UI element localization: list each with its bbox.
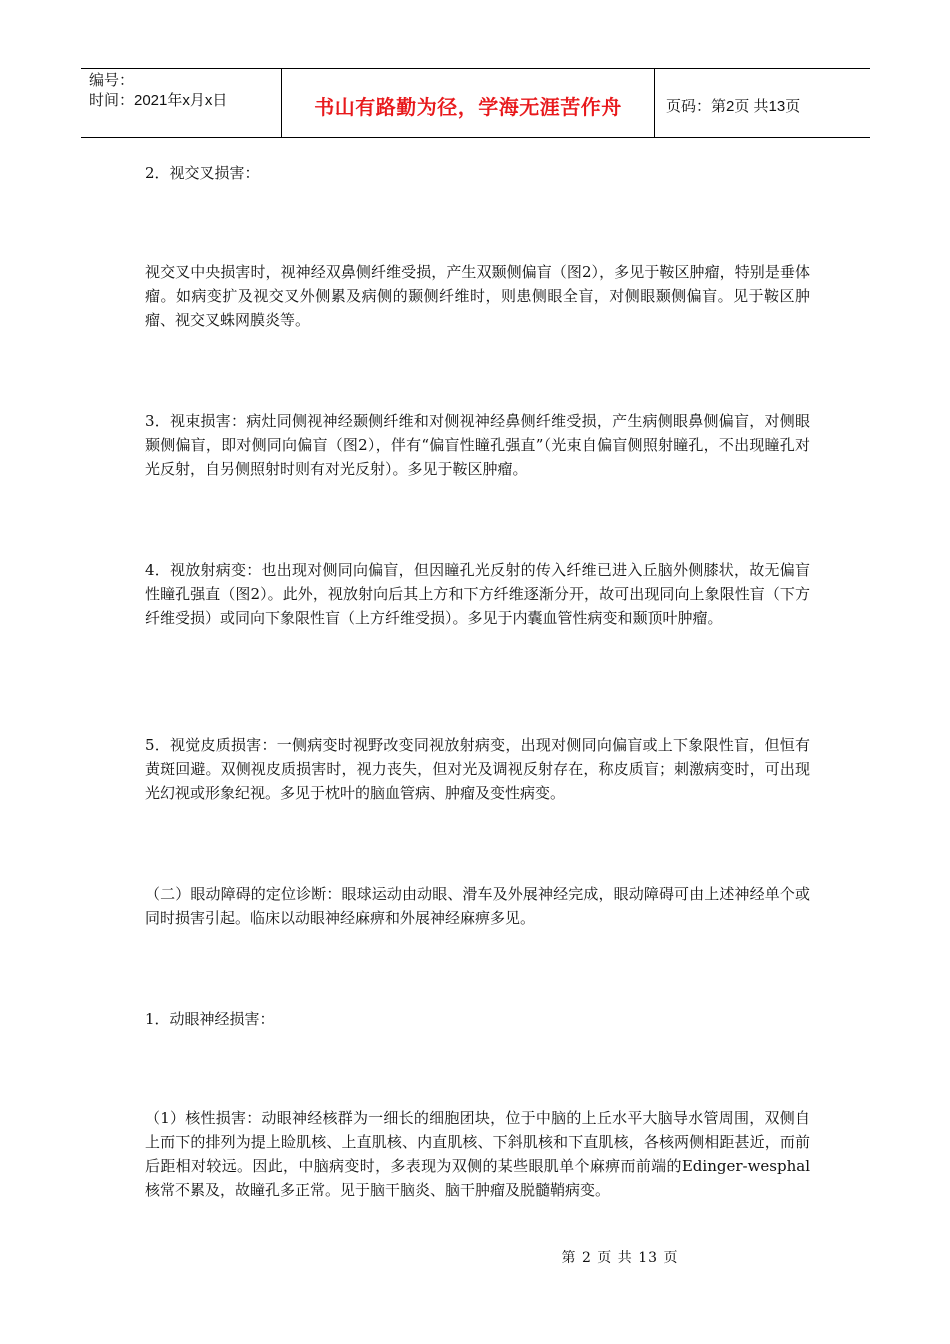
section-heading: 2．视交叉损害： xyxy=(145,164,260,182)
body-paragraph: 5．视觉皮质损害：一侧病变时视野改变同视放射病变，出现对侧同向偏盲或上下象限性盲，但恒有黄斑回避。双侧视皮质损害时，视力丧失，但对光及调视反射存在，称皮质盲；刺激病变时，可出现光幻视或形象纪视。多见于枕叶的脑血管病、肿瘤及变性病变。 xyxy=(145,736,810,802)
page-footer xyxy=(0,1247,950,1267)
body-paragraph: （二）眼动障碍的定位诊断：眼球运动由动眼、滑车及外展神经完成，眼动障碍可由上述神经单个或同时损害引起。临床以动眼神经麻痹和外展神经麻痹多见。 xyxy=(145,885,810,927)
header-page-cell xyxy=(655,69,870,137)
body-paragraph: （1）核性损害：动眼神经核群为一细长的细胞团块，位于中脑的上丘水平大脑导水管周围，双侧自上而下的排列为提上睑肌核、上直肌核、内直肌核、下斜肌核和下直肌核，各核两侧相距甚近，而前后距相对较远。因此，中脑病变时，多表现为双侧的某些眼肌单个麻痹而前端的Edinger-wesphal核常不累及，故瞳孔多正常。见于脑干脑炎、脑干肿瘤及脱髓鞘病变。 xyxy=(145,1109,810,1199)
header-left-cell xyxy=(81,69,282,137)
number-label: 编号： xyxy=(89,72,135,89)
body-paragraph: 4．视放射病变：也出现对侧同向偏盲，但因瞳孔光反射的传入纤维已进入丘脑外侧膝状，故无偏盲性瞳孔强直（图2）。此外，视放射向后其上方和下方纤维逐渐分开，故可出现同向上象限性盲（下方纤维受损）或同向下象限性盲（上方纤维受损）。多见于内囊血管性病变和颞顶叶肿瘤。 xyxy=(145,561,810,627)
footer-page-number: 第 2 页 共 13 页 xyxy=(561,1250,679,1266)
header-motto-cell xyxy=(282,69,655,137)
body-paragraph: 视交叉中央损害时，视神经双鼻侧纤维受损，产生双颞侧偏盲（图2），多见于鞍区肿瘤，特别是垂体瘤。如病变扩及视交叉外侧累及病侧的颞侧纤维时，则患侧眼全盲，对侧眼颞侧偏盲。见于鞍区肿瘤、视交叉蛛网膜炎等。 xyxy=(145,263,810,329)
motto-text: 书山有路勤为径，学海无涯苦作舟 xyxy=(314,94,622,119)
section-heading: 1．动眼神经损害： xyxy=(145,1010,275,1028)
header-table xyxy=(81,68,870,138)
page-code: 页码：第2页 共13页 xyxy=(666,97,801,115)
time-label: 时间：2021年x月x日 xyxy=(89,92,228,109)
body-paragraph: 3．视束损害：病灶同侧视神经颞侧纤维和对侧视神经鼻侧纤维受损，产生病侧眼鼻侧偏盲，对侧眼颞侧偏盲，即对侧同向偏盲（图2），伴有“偏盲性瞳孔强直”（光束自偏盲侧照射瞳孔，不出现瞳孔对光反射，自另侧照射时则有对光反射）。多见于鞍区肿瘤。 xyxy=(145,412,810,478)
